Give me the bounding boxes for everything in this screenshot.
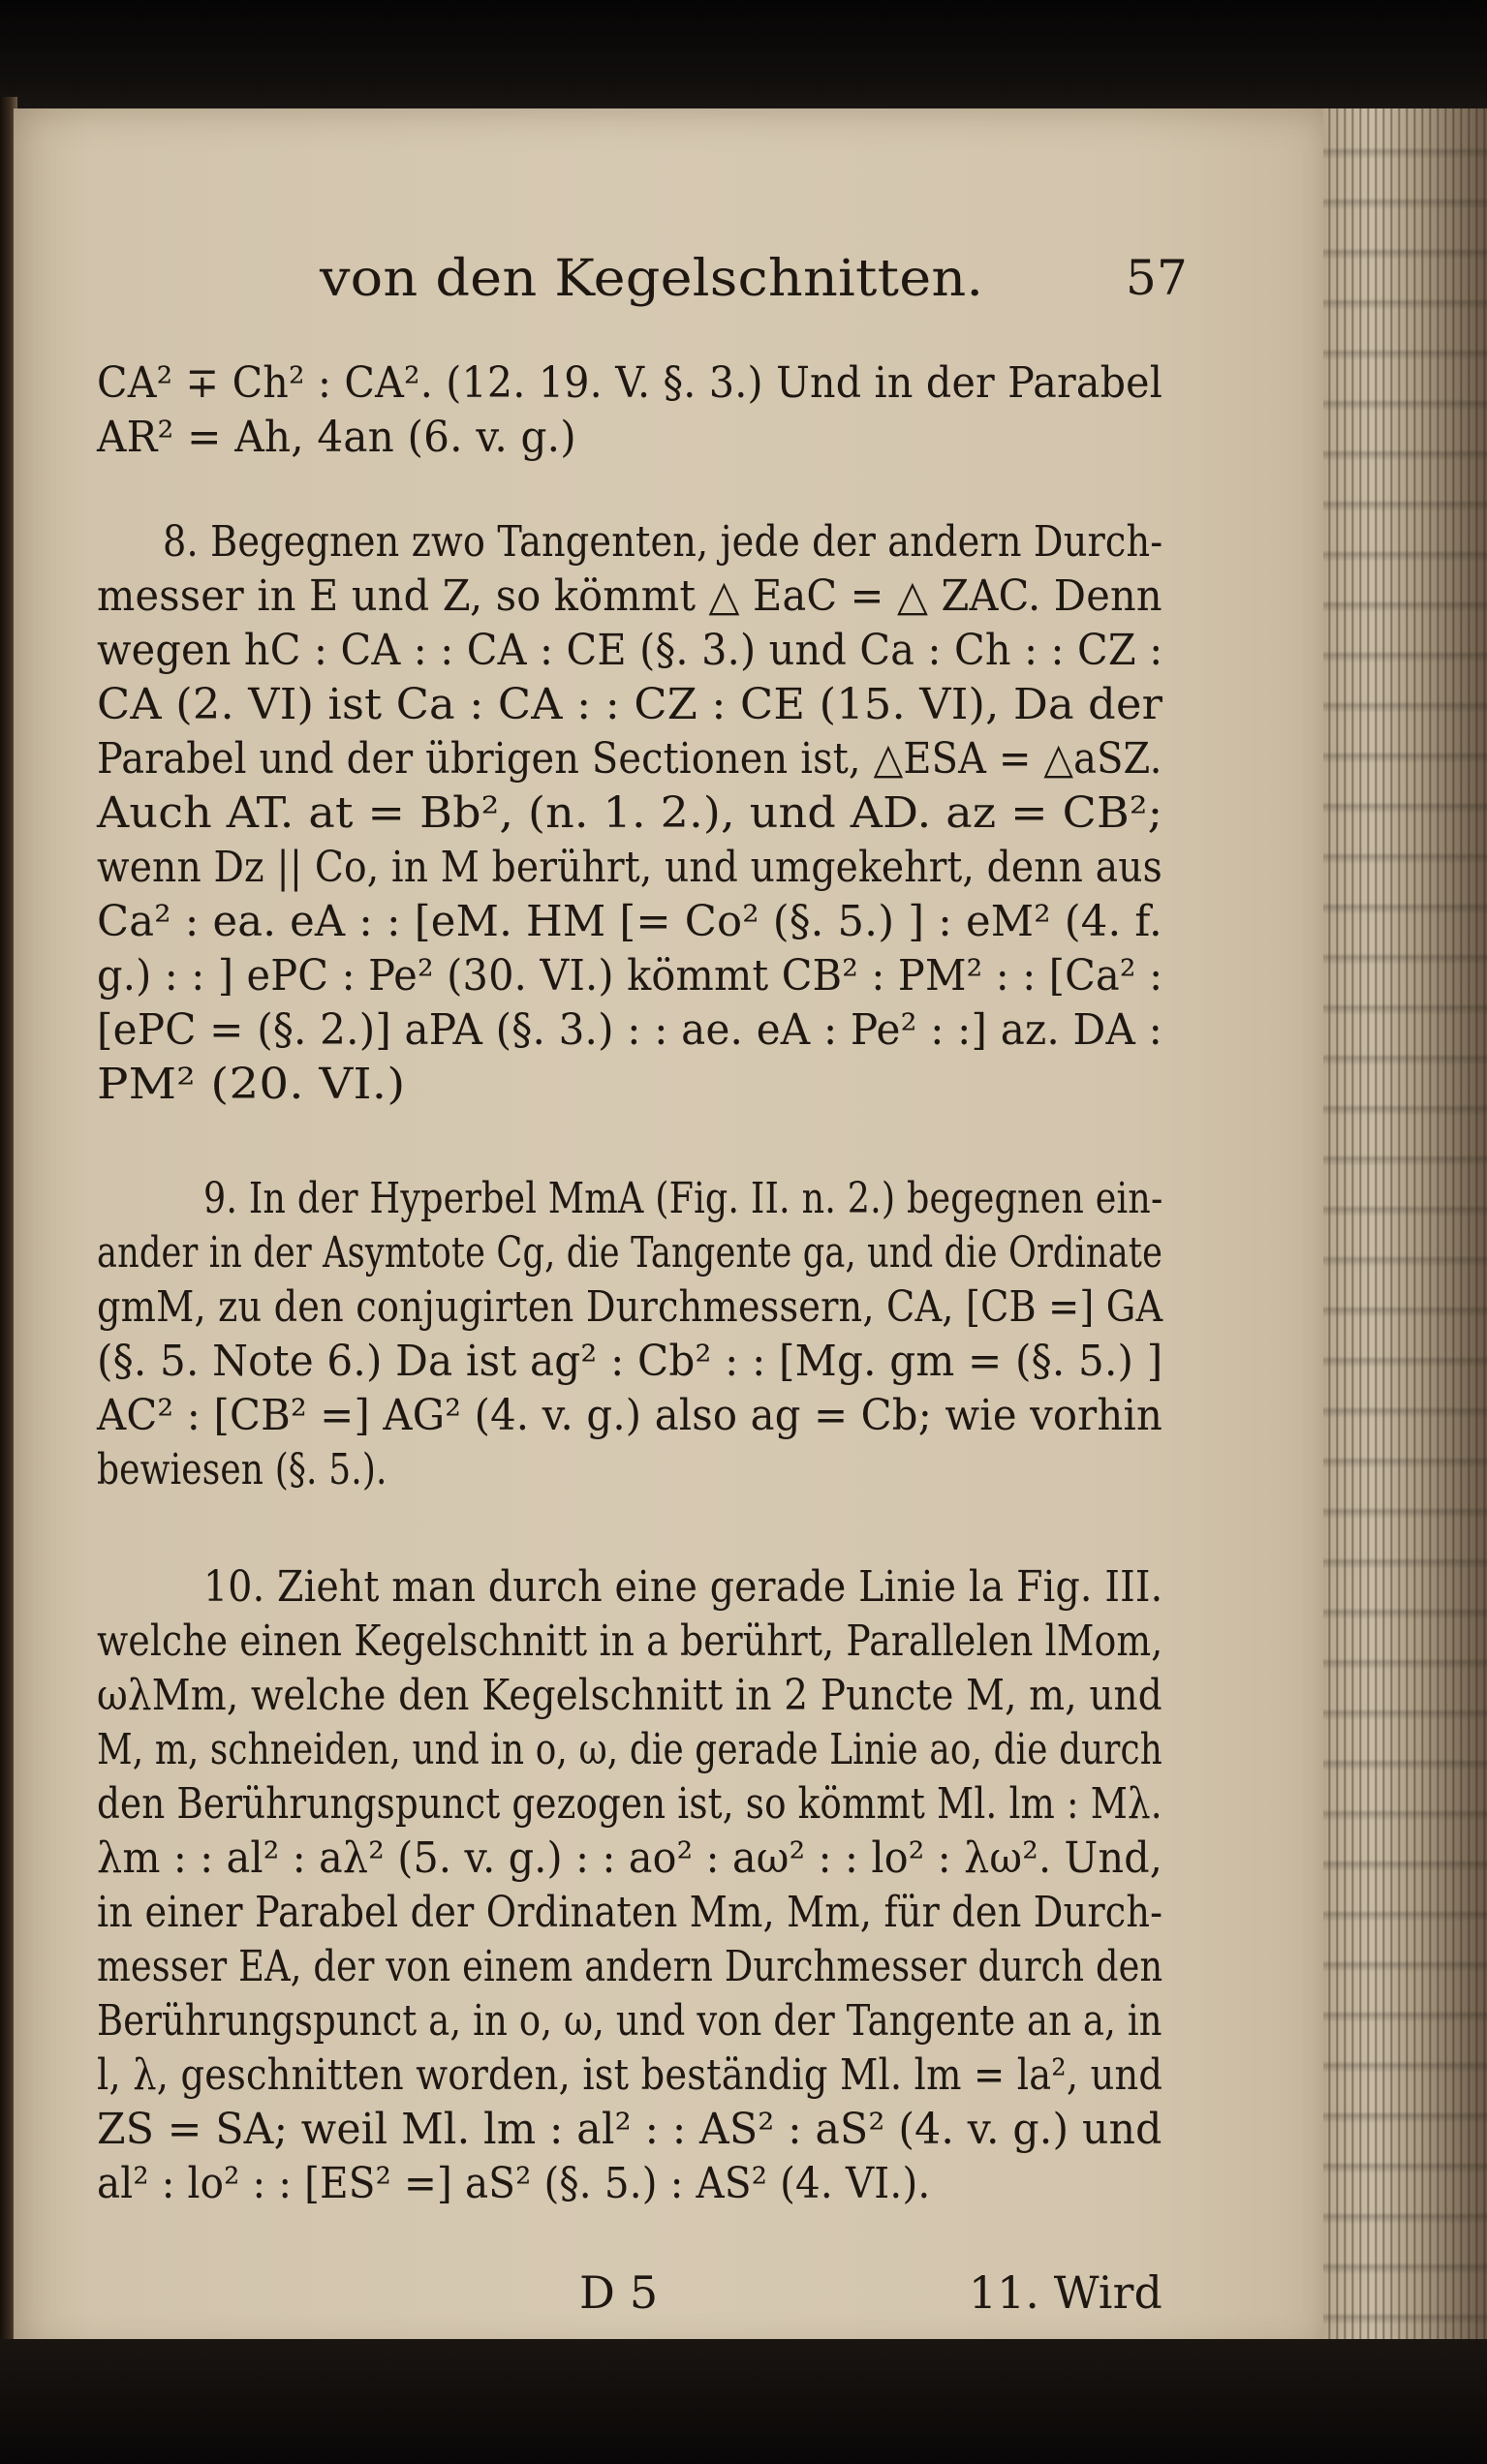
text-line: gmM, zu den conjugirten Durchmessern, CA, [CB =] GA bbox=[97, 1282, 1163, 1332]
text-line: den Berührungspunct gezogen ist, so kömmt Ml. lm : Mλ. bbox=[97, 1779, 1162, 1829]
text-line: bewiesen (§. 5.). bbox=[97, 1445, 387, 1494]
text-line: CA (2. VI) ist Ca : CA : : CZ : CE (15. VI), Da der bbox=[97, 680, 1163, 729]
text-line: in einer Parabel der Ordinaten Mm, Mm, für den Durch- bbox=[97, 1888, 1163, 1937]
text-line: wenn Dz || Co, in M berührt, und umgekehrt, denn aus bbox=[97, 843, 1162, 892]
running-title: von den Kegelschnitten. bbox=[320, 250, 984, 308]
text-line: (§. 5. Note 6.) Da ist ag² : Cb² : : [Mg. gm = (§. 5.) ] bbox=[97, 1337, 1163, 1386]
page-stack-shading bbox=[1323, 108, 1487, 2346]
text-line: [ePC = (§. 2.)] aPA (§. 3.) : : ae. eA : Pe² : :] az. DA : bbox=[97, 1005, 1162, 1055]
text-line: Auch AT. at = Bb², (n. 1. 2.), und AD. az = CB²; bbox=[97, 788, 1163, 838]
signature-mark: D 5 bbox=[579, 2266, 659, 2319]
text-line: Berührungspunct a, in o, ω, und von der Tangente an a, in bbox=[97, 1996, 1162, 2046]
text-line: Parabel und der übrigen Sectionen ist, △ESA = △aSZ. bbox=[97, 734, 1162, 784]
text-line: messer EA, der von einem andern Durchmesser durch den bbox=[97, 1942, 1163, 1991]
catchword: 11. Wird bbox=[969, 2266, 1163, 2319]
text-line: al² : lo² : : [ES² =] aS² (§. 5.) : AS² (4. VI.). bbox=[97, 2159, 931, 2208]
text-line: M, m, schneiden, und in o, ω, die gerade Linie ao, die durch bbox=[97, 1725, 1162, 1774]
text-line: ander in der Asymtote Cg, die Tangente ga, und die Ordinate bbox=[97, 1228, 1163, 1278]
text-line: 9. In der Hyperbel MmA (Fig. II. n. 2.) begegnen ein- bbox=[203, 1174, 1163, 1223]
text-line: PM² (20. VI.) bbox=[97, 1060, 406, 1109]
text-line: g.) : : ] ePC : Pe² (30. VI.) kömmt CB² : PM² : : [Ca² : bbox=[97, 951, 1163, 1001]
scan-background-top bbox=[0, 0, 1487, 116]
text-line: AR² = Ah, 4an (6. v. g.) bbox=[97, 413, 576, 462]
text-line: ωλMm, welche den Kegelschnitt in 2 Puncte M, m, und bbox=[97, 1671, 1162, 1720]
text-line: AC² : [CB² =] AG² (4. v. g.) also ag = Cb; wie vorhin bbox=[97, 1391, 1163, 1440]
page-number: 57 bbox=[1126, 250, 1189, 306]
text-line: Ca² : ea. eA : : [eM. HM [= Co² (§. 5.) ] : eM² (4. f. bbox=[97, 897, 1163, 946]
text-line: ZS = SA; weil Ml. lm : al² : : AS² : aS² (4. v. g.) und bbox=[97, 2105, 1162, 2154]
text-line: λm : : al² : aλ² (5. v. g.) : : ao² : aω² : : lo² : λω². Und, bbox=[97, 1833, 1163, 1883]
text-line: CA² ∓ Ch² : CA². (12. 19. V. §. 3.) Und in der Parabel bbox=[97, 358, 1163, 408]
text-line: l, λ, geschnitten worden, ist beständig Ml. lm = la², und bbox=[97, 2050, 1163, 2100]
text-line: welche einen Kegelschnitt in a berührt, Parallelen lMom, bbox=[97, 1617, 1163, 1666]
scan-background-bottom bbox=[0, 2339, 1487, 2464]
text-line: wegen hC : CA : : CA : CE (§. 3.) und Ca : Ch : : CZ : bbox=[97, 626, 1163, 675]
text-line: 10. Zieht man durch eine gerade Linie la Fig. III. bbox=[203, 1562, 1163, 1612]
text-line: 8. Begegnen zwo Tangenten, jede der andern Durch- bbox=[163, 517, 1163, 567]
text-line: messer in E und Z, so kömmt △ EaC = △ ZAC. Denn bbox=[97, 571, 1162, 621]
